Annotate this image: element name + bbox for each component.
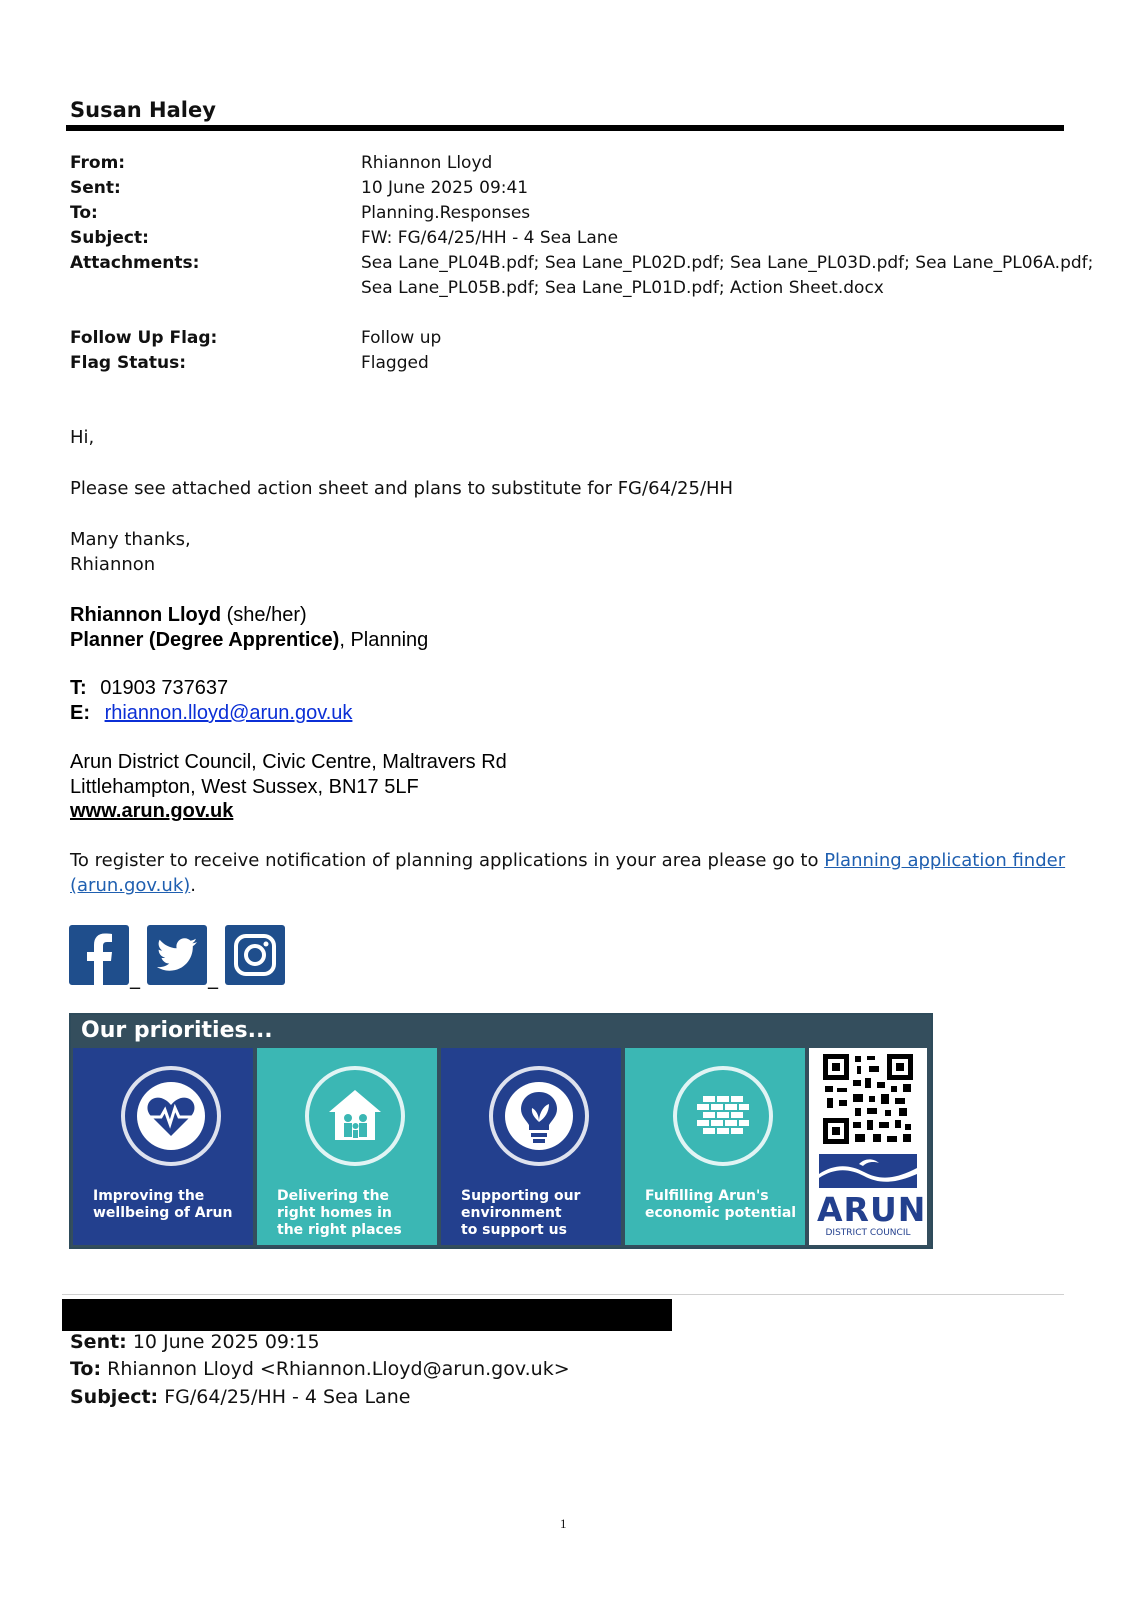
wellbeing-circle [121, 1066, 221, 1166]
sent-label: Sent: [70, 178, 121, 198]
email-owner-name: Susan Haley [70, 98, 216, 122]
environment-caption [461, 1188, 580, 1239]
caption-line: Improving the [93, 1188, 205, 1204]
signature-role-line [70, 629, 428, 652]
social-separator: _ [130, 965, 140, 989]
forwarded-sent-line [70, 1331, 320, 1353]
forwarded-subject-line [70, 1386, 410, 1408]
forwarded-to-value: Rhiannon Lloyd <Rhiannon.Lloyd@arun.gov.uk> [101, 1358, 570, 1380]
caption-line: to support us [461, 1222, 567, 1238]
arun-waves-icon [819, 1154, 917, 1188]
signature-name-line [70, 604, 307, 627]
priority-tile-wellbeing [73, 1048, 253, 1245]
forwarded-to-label: To: [70, 1358, 102, 1380]
arun-logo-subtitle: DISTRICT COUNCIL [825, 1228, 911, 1238]
from-value: Rhiannon Lloyd [361, 153, 493, 173]
planning-finder-link[interactable]: Planning application finder [824, 850, 1066, 871]
sent-value: 10 June 2025 09:41 [361, 178, 529, 198]
attachments-line-1[interactable]: Sea Lane_PL04B.pdf; Sea Lane_PL02D.pdf; Sea Lane_PL03D.pdf; Sea Lane_PL06A.pdf; [361, 253, 1094, 273]
priority-tile-economy [625, 1048, 805, 1245]
homes-circle [305, 1066, 405, 1166]
caption-line: wellbeing of Arun [93, 1205, 233, 1221]
signature-tel-line [70, 677, 228, 700]
brick-wall-icon [689, 1082, 757, 1150]
forwarded-sent-label: Sent: [70, 1331, 127, 1353]
environment-circle [489, 1066, 589, 1166]
economy-caption [645, 1188, 796, 1222]
caption-line: economic potential [645, 1205, 797, 1221]
greeting: Hi, [70, 427, 95, 448]
to-value: Planning.Responses [361, 203, 531, 223]
message-text: Please see attached action sheet and plans to substitute for FG/64/25/HH [70, 478, 734, 499]
page-number: 1 [560, 1516, 567, 1531]
signature-pronouns: (she/her) [221, 604, 307, 626]
closing-line-2: Rhiannon [70, 554, 156, 575]
forwarded-to-line [70, 1358, 570, 1380]
tel-value: 01903 737637 [100, 677, 229, 699]
header-rule [66, 125, 1064, 131]
flag-status-value: Flagged [361, 353, 429, 373]
economy-circle [673, 1066, 773, 1166]
to-label: To: [70, 203, 98, 223]
house-family-icon [321, 1082, 389, 1150]
address-line-2: Littlehampton, West Sussex, BN17 5LF [70, 776, 419, 798]
flag-status-label: Flag Status: [70, 353, 186, 373]
social-separator: _ [208, 965, 218, 989]
register-text: To register to receive notification of planning applications in your area please go to [70, 850, 825, 871]
register-tail: . [190, 875, 196, 896]
facebook-icon[interactable] [69, 925, 129, 985]
tel-label: T: [70, 677, 87, 699]
forwarded-subject-label: Subject: [70, 1386, 159, 1408]
email-link[interactable]: rhiannon.lloyd@arun.gov.uk [104, 702, 353, 724]
caption-line: the right places [277, 1222, 402, 1238]
signature-role: Planner (Degree Apprentice) [70, 629, 340, 651]
closing-line-1: Many thanks, [70, 529, 191, 550]
forwarded-subject-value: FG/64/25/HH - 4 Sea Lane [158, 1386, 411, 1408]
priority-tile-environment [441, 1048, 621, 1245]
banner-title: Our priorities... [81, 1018, 273, 1043]
register-paragraph [70, 848, 1070, 898]
instagram-icon[interactable] [225, 925, 285, 985]
caption-line: Supporting our [461, 1188, 581, 1204]
signature-email-line [70, 702, 352, 725]
wellbeing-caption [93, 1188, 232, 1222]
signature-dept: , Planning [339, 629, 429, 651]
follow-up-value: Follow up [361, 328, 442, 348]
caption-line: Fulfilling Arun's [645, 1188, 769, 1204]
homes-caption [277, 1188, 402, 1239]
address-line-1: Arun District Council, Civic Centre, Maltravers Rd [70, 751, 507, 773]
caption-line: environment [461, 1205, 562, 1221]
email-label: E: [70, 702, 90, 724]
subject-label: Subject: [70, 228, 149, 248]
forward-separator [62, 1294, 1064, 1295]
planning-finder-link-domain[interactable]: (arun.gov.uk) [70, 875, 191, 896]
redaction-bar [62, 1299, 672, 1331]
lightbulb-leaf-icon [505, 1082, 573, 1150]
qr-code-icon[interactable] [823, 1054, 913, 1144]
priority-tile-homes [257, 1048, 437, 1245]
website-link[interactable]: www.arun.gov.uk [70, 800, 234, 822]
forwarded-sent-value: 10 June 2025 09:15 [126, 1331, 320, 1353]
caption-line: Delivering the [277, 1188, 390, 1204]
signature-name: Rhiannon Lloyd [70, 604, 222, 626]
heart-icon [137, 1082, 205, 1150]
attachments-line-2[interactable]: Sea Lane_PL05B.pdf; Sea Lane_PL01D.pdf; Action Sheet.docx [361, 278, 884, 298]
attachments-label: Attachments: [70, 253, 200, 273]
priorities-banner [69, 1013, 933, 1249]
from-label: From: [70, 153, 126, 173]
follow-up-label: Follow Up Flag: [70, 328, 218, 348]
subject-value: FW: FG/64/25/HH - 4 Sea Lane [361, 228, 619, 248]
twitter-icon[interactable] [147, 925, 207, 985]
arun-logo-text: ARUN [817, 1190, 927, 1229]
arun-logo-panel [809, 1048, 927, 1245]
caption-line: right homes in [277, 1205, 392, 1221]
